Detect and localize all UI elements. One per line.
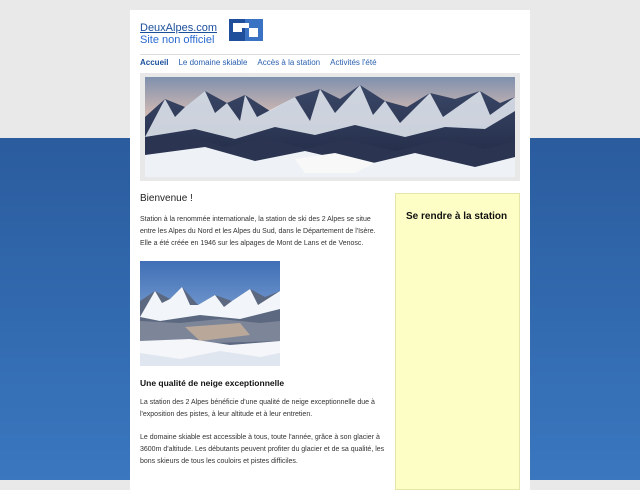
nav-divider <box>140 54 520 55</box>
site-logo-icon <box>229 19 263 41</box>
banner-mountains-image <box>145 77 515 177</box>
nav-item-domaine-skiable[interactable]: Le domaine skiable <box>178 58 248 67</box>
banner-frame <box>140 73 520 181</box>
site-subtitle: Site non officiel <box>140 34 215 46</box>
intro-paragraph: Station à la renommée internationale, la station de ski des 2 Alpes se situe entre les Alpes du Nord et les Alpes du Sud, dans le Département de l'Isère. Elle a été créée en 1946 sur les alpages de Mont de Lans et de Venosc. <box>140 216 376 247</box>
sidebar-title: Se rendre à la station <box>406 211 508 222</box>
page-container <box>130 10 530 490</box>
main-content <box>140 193 385 479</box>
main-nav <box>140 58 377 67</box>
ski-resort-photo <box>140 261 280 366</box>
nav-item-acces-station[interactable]: Accès à la station <box>257 58 321 67</box>
page-title: Bienvenue ! <box>140 193 193 204</box>
sidebar-panel <box>395 193 520 490</box>
site-header <box>140 22 217 46</box>
nav-item-accueil[interactable]: Accueil <box>140 58 169 67</box>
snow-paragraph-2: Le domaine skiable est accessible à tous, toute l'année, grâce à son glacier à 3600m d'altitude. Les débutants peuvent profiter du glacier et de sa qualité, les bons skieurs de tous les couloirs et pistes difficiles. <box>140 434 385 465</box>
nav-item-activites-ete[interactable]: Activités l'été <box>330 58 377 67</box>
snow-paragraph-1: La station des 2 Alpes bénéficie d'une qualité de neige exceptionnelle due à l'exposition des pistes, à leur altitude et à leur entretien. <box>140 399 375 418</box>
section-title-snow: Une qualité de neige exceptionnelle <box>140 378 285 388</box>
site-name-link[interactable]: DeuxAlpes.com <box>140 22 218 34</box>
